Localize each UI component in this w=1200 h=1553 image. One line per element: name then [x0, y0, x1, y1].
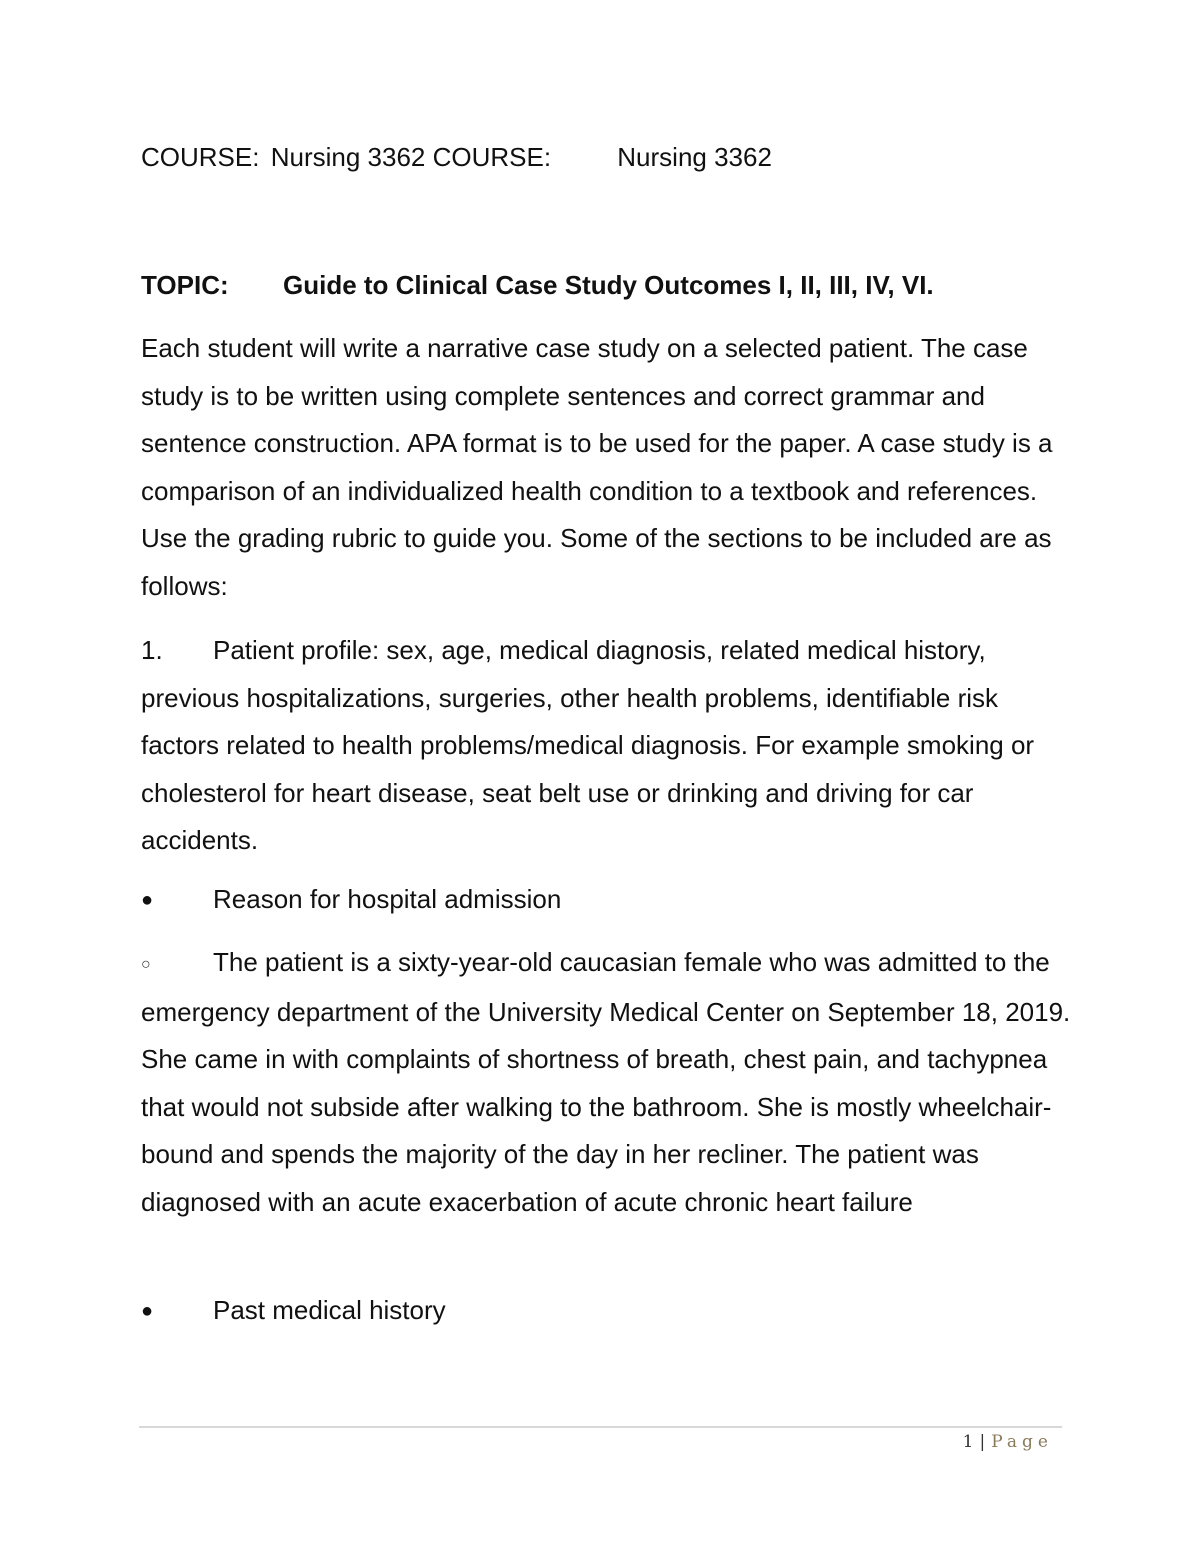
hollow-circle-icon: ○: [141, 956, 151, 973]
bullet-text: Reason for hospital admission: [213, 884, 562, 914]
topic-heading: [141, 270, 934, 300]
bullet-dot-icon: ●: [141, 889, 154, 911]
topic-label: TOPIC:: [141, 270, 229, 300]
bullet-dot-icon: ●: [141, 1300, 154, 1322]
item-number: 1.: [141, 635, 163, 665]
item-text: Patient profile: sex, age, medical diagnosis, related medical history, previous hospitalizations, surgeries, other health problems, identifiable risk factors related to health problems/medical diagnosis. For example smoking or cholesterol for heart disease, seat belt use or drinking and driving for car accidents.: [141, 635, 1035, 855]
course-label: COURSE:: [141, 142, 260, 172]
bullet-past-medical-history: [141, 1290, 446, 1331]
course-value: Nursing 3362 COURSE:: [270, 142, 552, 172]
course-header: [141, 142, 772, 172]
course-value-repeat: Nursing 3362: [617, 142, 772, 172]
page-footer: [963, 1432, 1053, 1452]
sub-bullet-patient-description: [141, 939, 1071, 1226]
intro-paragraph: Each student will write a narrative case study on a selected patient. The case study is to be written using complete sentences and correct grammar and sentence construction. APA format is to be used for the paper. A case study is a comparison of an individualized health condition to a textbook and references. Use the grading rubric to guide you. Some of the sections to be included are as follows:: [141, 333, 1053, 601]
footer-divider: [139, 1426, 1062, 1428]
bullet-reason-for-admission: [141, 879, 561, 920]
numbered-item-1: [141, 627, 1071, 865]
footer-separator: |: [979, 1432, 986, 1452]
sub-bullet-text: The patient is a sixty-year-old caucasian female who was admitted to the emergency department of the University Medical Center on September 18, 2019. She came in with complaints of shortness of breath, chest pain, and tachypnea that would not subside after walking to the bathroom. She is mostly wheelchair-bound and spends the majority of the day in her recliner. The patient was diagnosed with an acute exacerbation of acute chronic heart failure: [141, 947, 1071, 1217]
page-word: Page: [991, 1432, 1053, 1452]
bullet-text: Past medical history: [213, 1295, 446, 1325]
topic-title: Guide to Clinical Case Study Outcomes I, II, III, IV, VI.: [283, 270, 934, 300]
page-number: 1: [962, 1432, 974, 1452]
